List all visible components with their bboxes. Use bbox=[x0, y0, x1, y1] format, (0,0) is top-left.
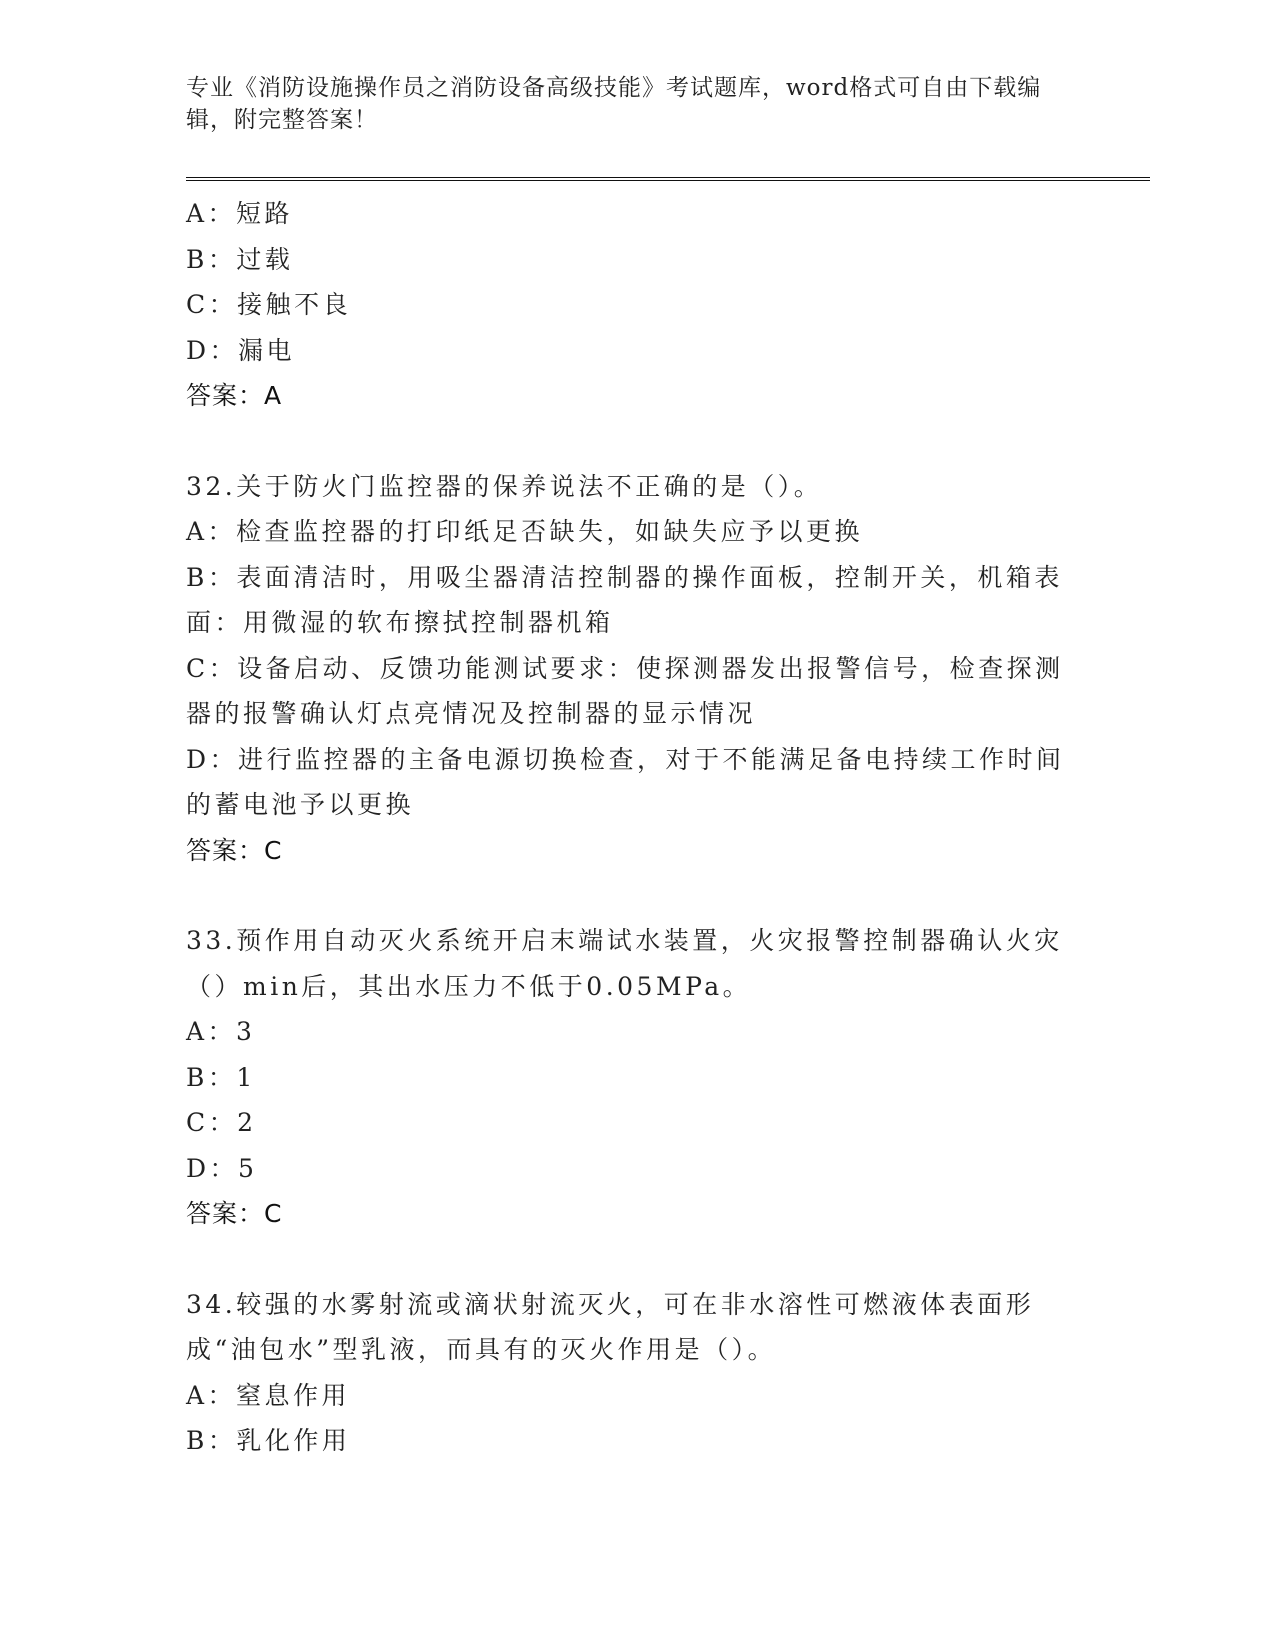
spacer bbox=[186, 873, 1066, 918]
option-b: B：1 bbox=[186, 1062, 256, 1092]
question-32 bbox=[186, 464, 1066, 874]
option-a: A：窒息作用 bbox=[186, 1380, 351, 1410]
question-stem: 34.较强的水雾射流或滴状射流灭火，可在非水溶性可燃液体表面形成“油包水”型乳液，而具有的灭火作用是（）。 bbox=[186, 1289, 1035, 1364]
option-c: C：接触不良 bbox=[186, 290, 352, 319]
option-c: C：设备启动、反馈功能测试要求：使探测器发出报警信号，检查探测器的报警确认灯点亮情况及控制器的显示情况 bbox=[186, 653, 1064, 728]
question-stem: 32.关于防火门监控器的保养说法不正确的是（）。 bbox=[186, 471, 823, 501]
previous-question bbox=[186, 191, 1066, 419]
option-b: B：表面清洁时，用吸尘器清洁控制器的操作面板，控制开关，机箱表面：用微湿的软布擦拭控制器机箱 bbox=[186, 562, 1063, 637]
page-header: 专业《消防设施操作员之消防设备高级技能》考试题库，word格式可自由下载编辑，附完整答案！ bbox=[186, 75, 1042, 133]
option-d: D：5 bbox=[186, 1153, 258, 1183]
header-divider bbox=[186, 177, 1150, 181]
option-b: B：乳化作用 bbox=[186, 1426, 351, 1455]
option-a: A：3 bbox=[186, 1017, 256, 1046]
option-b: B：过载 bbox=[186, 244, 294, 274]
option-a: A：检查监控器的打印纸足否缺失，如缺失应予以更换 bbox=[186, 517, 864, 546]
question-list bbox=[186, 191, 1066, 1464]
answer-label: 答案：A bbox=[186, 381, 283, 410]
option-c: C：2 bbox=[186, 1108, 257, 1137]
spacer bbox=[186, 1237, 1066, 1282]
question-stem: 33.预作用自动灭火系统开启末端试水装置，火灾报警控制器确认火灾（）min后，其出水压力不低于0.05MPa。 bbox=[186, 926, 1063, 1001]
option-d: D：进行监控器的主备电源切换检查，对于不能满足备电持续工作时间的蓄电池予以更换 bbox=[186, 744, 1065, 819]
question-33 bbox=[186, 918, 1066, 1237]
answer-label: 答案：C bbox=[186, 1199, 283, 1228]
spacer bbox=[186, 419, 1066, 464]
answer-label: 答案：C bbox=[186, 835, 283, 865]
question-34 bbox=[186, 1282, 1066, 1464]
option-d: D：漏电 bbox=[186, 335, 296, 365]
option-a: A：短路 bbox=[186, 199, 294, 228]
